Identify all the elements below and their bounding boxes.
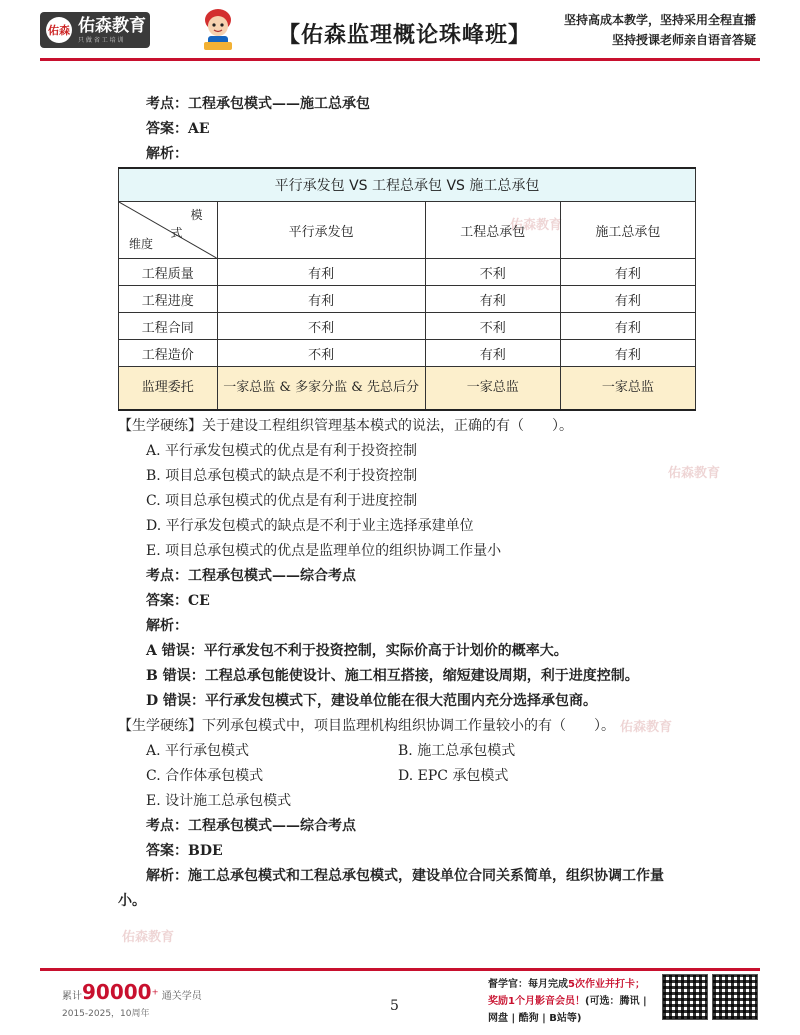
- logo-text: 佑森教育: [78, 15, 146, 36]
- q3-option-b: B. 施工总承包模式: [398, 743, 516, 759]
- table-cell: 有利: [560, 286, 695, 313]
- header-slogan: [564, 10, 756, 50]
- footer-count: 90000: [82, 980, 152, 1004]
- q2-option-d: D. 平行承发包模式的缺点是不利于业主选择承建单位: [146, 518, 474, 534]
- table-cell: 有利: [560, 313, 695, 340]
- footer-years: 2015-2025，10周年: [62, 1009, 150, 1019]
- diag-label-top: 模: [190, 208, 203, 222]
- table-cell: 有利: [425, 286, 560, 313]
- promo-line-1b: 5次作业并打卡；: [568, 979, 645, 990]
- q3-option-c: C. 合作体承包模式: [146, 768, 264, 784]
- q3-option-d: D. EPC 承包模式: [398, 768, 509, 784]
- q3-options-row-2: [118, 764, 718, 789]
- table-cell: 不利: [425, 313, 560, 340]
- logo-subtext: 只 做 省 工 培 训: [78, 36, 124, 44]
- diag-label-bottom: 维度: [129, 237, 154, 251]
- diag-label-mid: 式: [170, 226, 183, 240]
- q2-analysis-a: A 错误：平行承发包不利于投资控制，实际价高于计划价的概率大。: [146, 643, 568, 659]
- footer-stats: [62, 980, 202, 1019]
- table-cell: 有利: [560, 340, 695, 367]
- header-title: 【佑森监理概论珠峰班】: [278, 23, 532, 48]
- column-header: 工程总承包: [425, 202, 560, 259]
- q2-option-c: C. 项目总承包模式的优点是有利于进度控制: [146, 493, 418, 509]
- table-row: [119, 313, 696, 340]
- table-cell: 不利: [425, 259, 560, 286]
- table-cell: 一家总监: [425, 367, 560, 411]
- comparison-table: [118, 167, 696, 411]
- watermark: 佑森教育: [510, 218, 563, 233]
- watermark: 佑森教育: [620, 720, 673, 735]
- q2-analysis-b: B 错误：工程总承包能使设计、施工相互搭接，缩短建设周期，利于进度控制。: [146, 668, 639, 684]
- slogan-line-1: 坚持高成本教学，坚持采用全程直播: [563, 13, 756, 27]
- table-row: [119, 259, 696, 286]
- qr-code-icon: [712, 974, 758, 1020]
- q2-option-e: E. 项目总承包模式的优点是监理单位的组织协调工作量小: [146, 543, 502, 559]
- table-cell: 有利: [560, 259, 695, 286]
- table-cell: 有利: [217, 259, 425, 286]
- footer-divider: [40, 968, 760, 971]
- q3-option-e: E. 设计施工总承包模式: [146, 793, 292, 809]
- table-row: [119, 340, 696, 367]
- table-cell: 一家总监 & 多家分监 & 先总后分: [217, 367, 425, 411]
- table-row-supervision: [119, 367, 696, 411]
- footer-plus: +: [151, 986, 159, 997]
- page-header: [0, 0, 800, 64]
- slogan-line-2: 坚持授课老师亲自语音答疑: [611, 33, 756, 47]
- page-number: 5: [390, 998, 399, 1014]
- logo-seal: 佑森: [46, 17, 72, 43]
- q3-options-row-1: [118, 739, 718, 764]
- promo-line-3: 网盘 | 酷狗 | B站等): [488, 1013, 582, 1024]
- table-cell: 不利: [217, 313, 425, 340]
- q1-kaodian: 考点：工程承包模式——施工总承包: [146, 96, 370, 112]
- table-cell: 有利: [425, 340, 560, 367]
- row-label: 工程造价: [119, 340, 218, 367]
- row-label: 监理委托: [119, 367, 218, 411]
- promo-line-2b: (可选：腾讯 |: [584, 996, 647, 1007]
- q3-analysis: 解析：施工总承包模式和工程总承包模式，建设单位合同关系简单，组织协调工作量: [146, 868, 664, 884]
- table-title: 平行承发包 VS 工程总承包 VS 施工总承包: [119, 168, 696, 202]
- q3-kaodian: 考点：工程承包模式——综合考点: [146, 818, 356, 834]
- promo-line-2a: 奖励1个月影音会员！: [488, 996, 585, 1007]
- questions-section: [118, 414, 721, 914]
- table-row: [119, 286, 696, 313]
- row-label: 工程质量: [119, 259, 218, 286]
- column-header: 平行承发包: [217, 202, 425, 259]
- watermark: 佑森教育: [668, 466, 721, 481]
- row-label: 工程进度: [119, 286, 218, 313]
- mascot-icon: [196, 6, 240, 54]
- footer-promo: [488, 976, 658, 1027]
- q2-answer: 答案：CE: [146, 593, 210, 609]
- q3-analysis-cont: 小。: [118, 893, 146, 909]
- column-header: 施工总承包: [560, 202, 695, 259]
- q3-stem: 【生学硬练】下列承包模式中，项目监理机构组织协调工作量较小的有（ ）。: [118, 718, 615, 734]
- qr-code-icon: [662, 974, 708, 1020]
- footer-suffix: 通关学员: [161, 991, 202, 1002]
- q2-option-a: A. 平行承发包模式的优点是有利于投资控制: [146, 443, 418, 459]
- table-title-row: [119, 168, 696, 202]
- q2-option-b: B. 项目总承包模式的缺点是不利于投资控制: [146, 468, 418, 484]
- table-cell: 不利: [217, 340, 425, 367]
- row-label: 工程合同: [119, 313, 218, 340]
- q3-answer: 答案：BDE: [146, 843, 223, 859]
- page-content: [118, 92, 698, 411]
- q2-analysis-d: D 错误：平行承发包模式下，建设单位能在很大范围内充分选择承包商。: [146, 693, 598, 709]
- q1-analysis-label: 解析：: [146, 146, 188, 162]
- table-header-row: [119, 202, 696, 259]
- table-cell: 一家总监: [560, 367, 695, 411]
- q1-answer: 答案：AE: [146, 121, 210, 137]
- header-divider: [40, 58, 760, 61]
- table-cell: 有利: [217, 286, 425, 313]
- footer-prefix: 累计: [62, 991, 82, 1002]
- brand-logo: [40, 12, 150, 48]
- diagonal-header-cell: [119, 202, 218, 259]
- promo-line-1a: 督学官：每月完成: [488, 979, 568, 990]
- q2-analysis-label: 解析：: [146, 618, 188, 634]
- q2-kaodian: 考点：工程承包模式——综合考点: [146, 568, 356, 584]
- q2-stem: 【生学硬练】关于建设工程组织管理基本模式的说法，正确的有（ ）。: [118, 418, 573, 434]
- watermark: 佑森教育: [122, 930, 175, 945]
- q3-option-a: A. 平行承包模式: [146, 743, 250, 759]
